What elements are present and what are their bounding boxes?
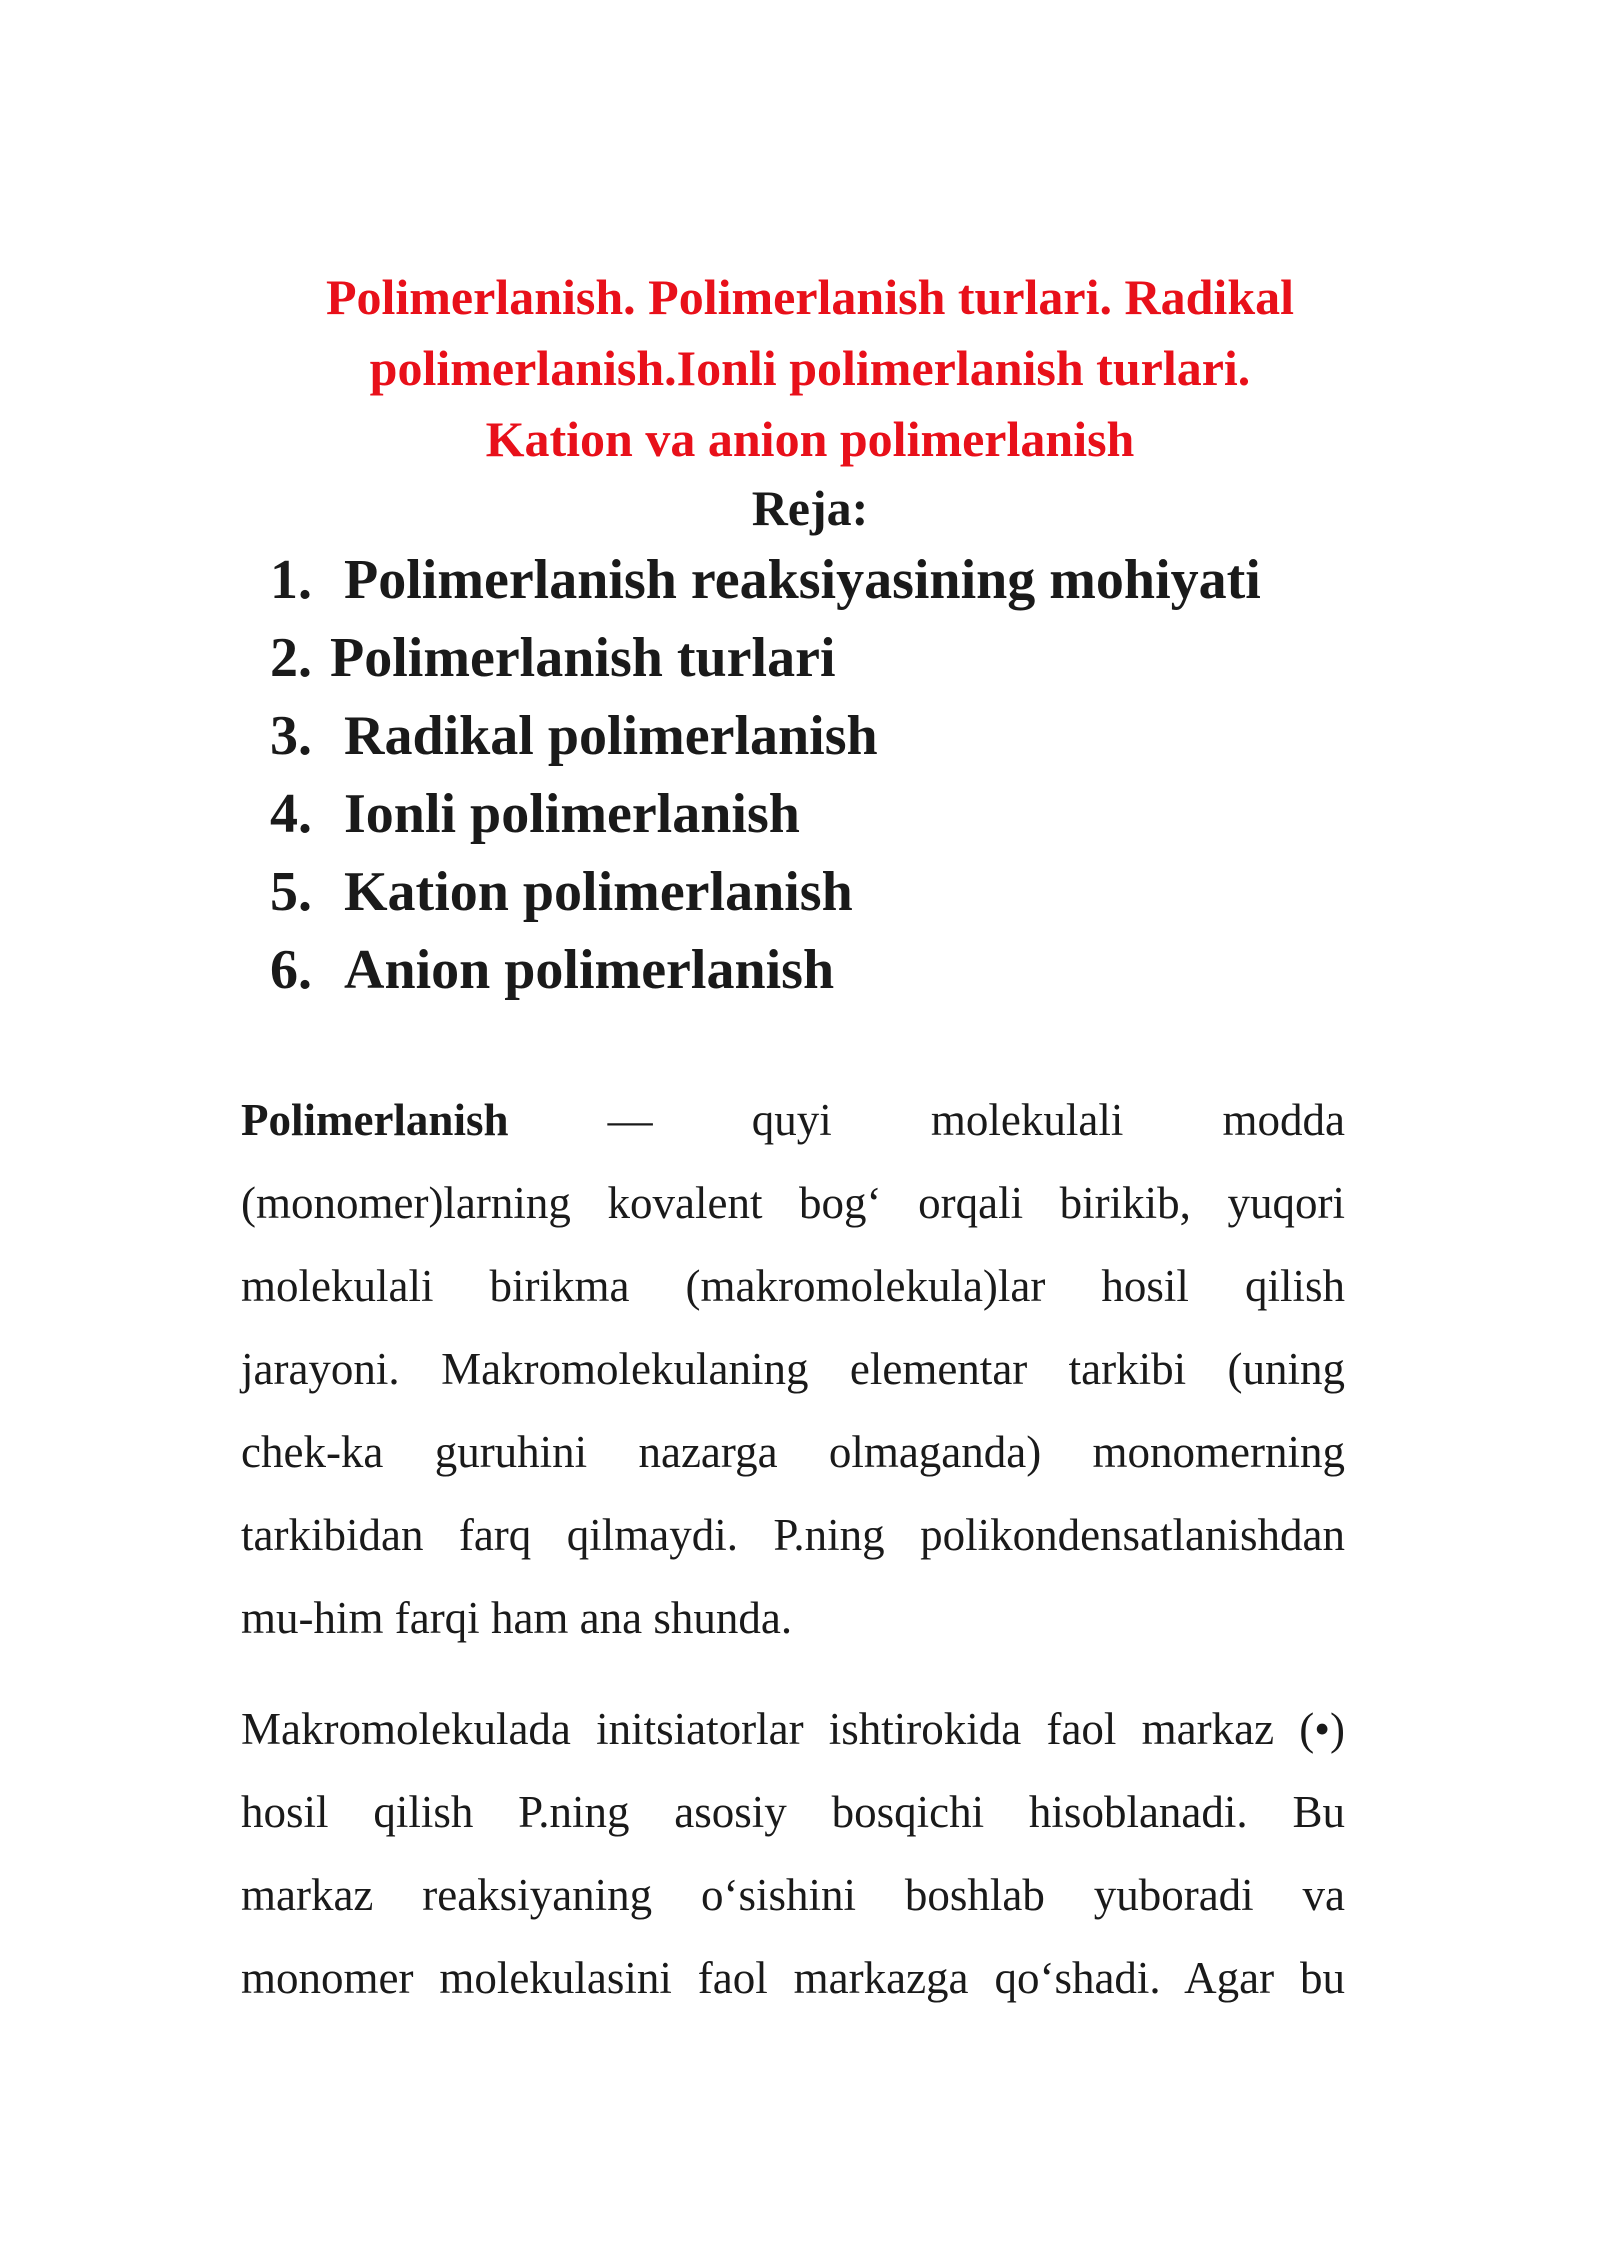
plan-item-text: Ionli polimerlanish (344, 783, 800, 845)
plan-item-text: Radikal polimerlanish (344, 705, 878, 767)
paragraph-definition (241, 1079, 1345, 1660)
plan-item (270, 931, 1261, 1009)
plan-item (270, 619, 1261, 697)
plan-item (270, 697, 1261, 775)
plan-list (270, 541, 1261, 1009)
title-line-1: Polimerlanish. Polimerlanish turlari. Radikal (325, 269, 1295, 325)
plan-item-text: Polimerlanish turlari (330, 627, 836, 689)
paragraph-line: Makromolekulada initsiatorlar ishtirokida faol markaz (•) (241, 1704, 1345, 1754)
paragraph-line: monomer molekulasini faol markazga qo‘shadi. Agar bu (241, 1953, 1345, 2003)
plan-item-text: Kation polimerlanish (344, 861, 853, 923)
paragraph-line: molekulali birikma (makromolekula)lar hosil qilish (241, 1261, 1345, 1311)
plan-item (270, 853, 1261, 931)
plan-item-number: 3. (270, 705, 312, 767)
paragraph-line: markaz reaksiyaning o‘sishini boshlab yuboradi va (241, 1870, 1345, 1920)
plan-item-number: 6. (270, 939, 312, 1001)
plan-item-text: Anion polimerlanish (344, 939, 835, 1001)
paragraph-line: (monomer)larning kovalent bog‘ orqali birikib, yuqori (241, 1178, 1345, 1228)
plan-item-number: 2. (270, 627, 312, 689)
plan-item-number: 4. (270, 783, 312, 845)
plan-item (270, 775, 1261, 853)
defined-term: Polimerlanish (241, 1095, 509, 1145)
plan-item-text: Polimerlanish reaksiyasining mohiyati (344, 549, 1261, 611)
document-title (240, 262, 1380, 475)
paragraph-line: tarkibidan farq qilmaydi. P.ning polikondensatlanishdan (241, 1510, 1345, 1560)
paragraph-line-text: — quyi molekulali modda (607, 1095, 1345, 1145)
paragraph-line (241, 1079, 1345, 1162)
paragraph-active-center (241, 1688, 1345, 2020)
paragraph-line: mu-him farqi ham ana shunda. (241, 1593, 793, 1643)
paragraph-line: chek-ka guruhini nazarga olmaganda) monomerning (241, 1427, 1345, 1477)
plan-heading: Reja: (751, 480, 869, 536)
title-line-2: polimerlanish.Ionli polimerlanish turlari. (369, 340, 1251, 396)
paragraph-line: jarayoni. Makromolekulaning elementar tarkibi (uning (241, 1344, 1345, 1394)
plan-item-number: 5. (270, 861, 312, 923)
paragraph-line: hosil qilish P.ning asosiy bosqichi hisoblanadi. Bu (241, 1787, 1345, 1837)
plan-item (270, 541, 1261, 619)
title-line-3: Kation va anion polimerlanish (485, 411, 1135, 467)
plan-item-number: 1. (270, 549, 312, 611)
